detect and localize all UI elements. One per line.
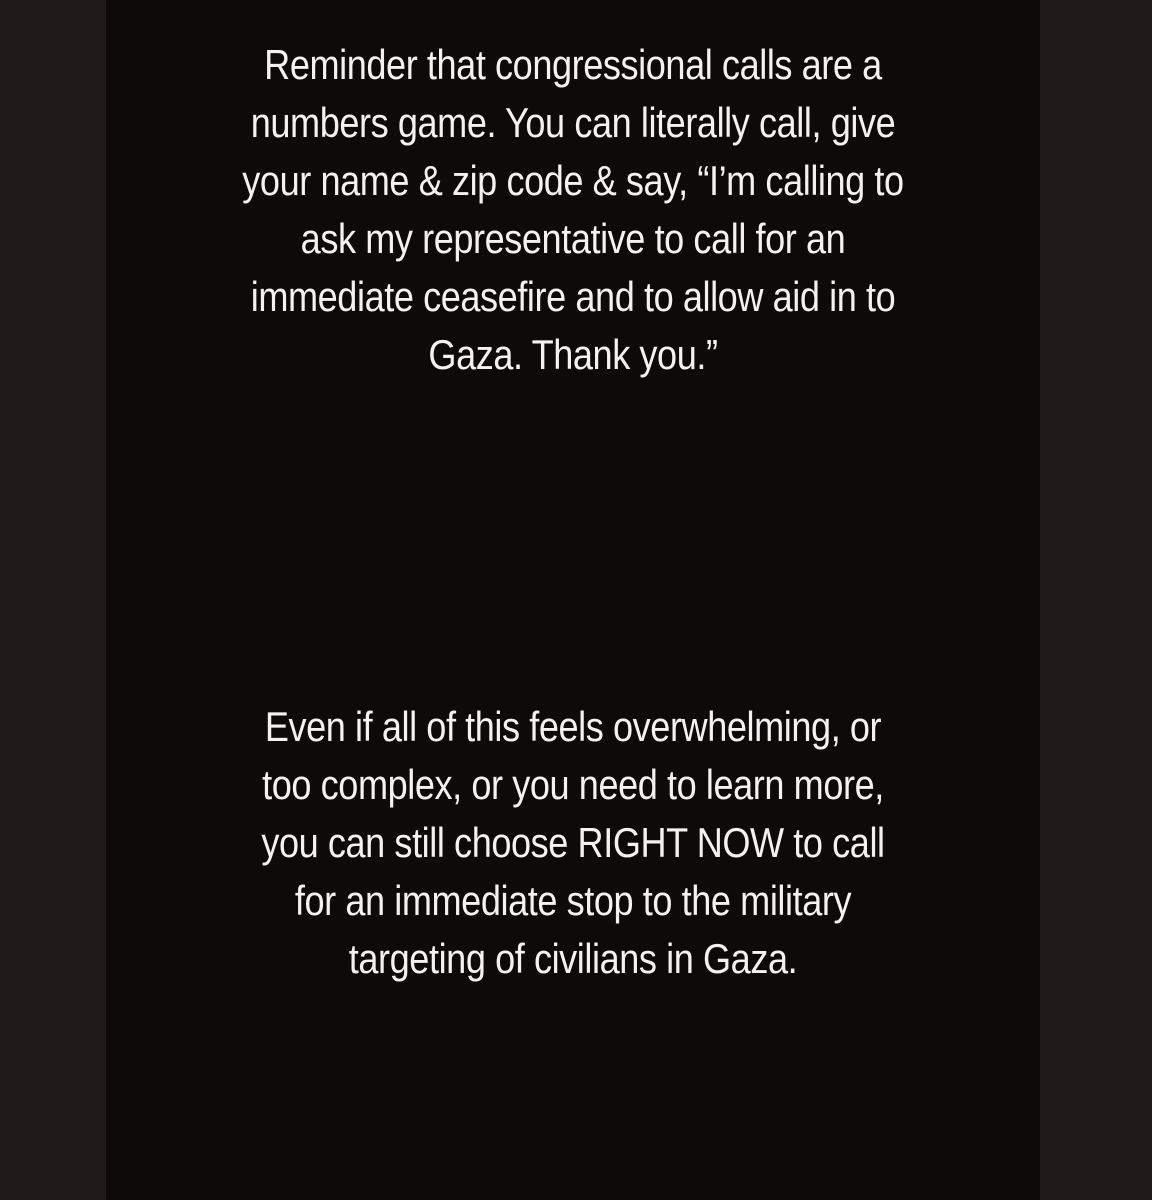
text-line: your name & zip code & say, “I’m calling to	[242, 157, 904, 204]
text-line: too complex, or you need to learn more,	[262, 761, 884, 808]
text-line: immediate ceasefire and to allow aid in to	[250, 273, 896, 320]
text-line: for an immediate stop to the military	[294, 877, 852, 924]
text-line: targeting of civilians in Gaza.	[348, 935, 798, 982]
reminder-paragraph	[106, 36, 1040, 384]
story-panel	[106, 0, 1040, 1200]
text-line: ask my representative to call for an	[300, 215, 846, 262]
text-line: you can still choose RIGHT NOW to call	[261, 819, 885, 866]
text-line: Reminder that congressional calls are a	[264, 41, 882, 88]
text-line: Gaza. Thank you.”	[428, 331, 718, 378]
text-line: numbers game. You can literally call, give	[250, 99, 896, 146]
encouragement-paragraph	[106, 698, 1040, 988]
text-line: Even if all of this feels overwhelming, or	[264, 703, 882, 750]
